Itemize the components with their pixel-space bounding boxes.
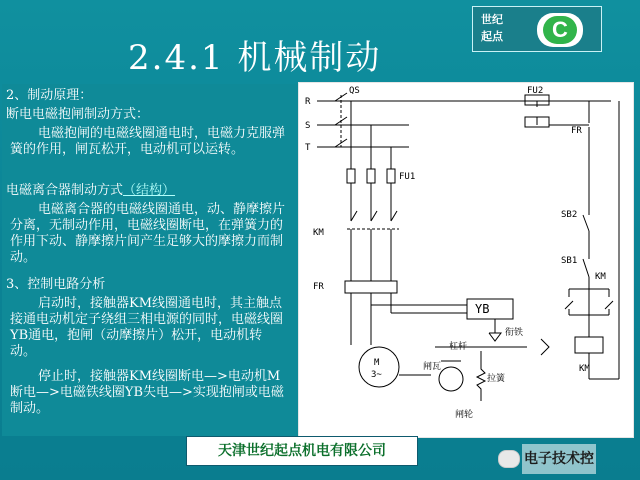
company-name: 天津世纪起点机电有限公司 [218, 443, 386, 459]
logo-line-2: 起点 [481, 30, 503, 43]
label-iron: 衔铁 [505, 328, 524, 338]
label-km-contact: KM [595, 272, 606, 282]
label-km-coil: KM [579, 364, 590, 374]
label-phase-r: R [305, 97, 311, 107]
subheading-power-off-brake: 断电电磁抱闸制动方式： [6, 107, 150, 122]
slide-title: 2.4.1 机械制动 [128, 38, 382, 78]
paragraph-stop: 停止时，接触器KM线圈断电—>电动机M断电—>电磁铁线圈YB失电—>实现抱闸或电磁制动。 [10, 369, 284, 416]
circuit-svg [299, 83, 633, 437]
label-km-main: KM [313, 228, 324, 238]
subheading-clutch-brake [6, 183, 294, 199]
label-wheel: 闸轮 [455, 410, 474, 420]
label-qs: QS [349, 86, 360, 96]
watermark [498, 444, 638, 474]
label-motor: M [374, 358, 380, 368]
label-fu2: FU2 [527, 86, 544, 96]
heading-principle: 2、制动原理： [6, 88, 93, 103]
paragraph-clutch-brake: 电磁离合器的电磁线圈通电，动、静摩擦片分离，无制动作用，电磁线圈断电，在弹簧力的作用下动、静摩擦片间产生足够大的摩擦力而制动。 [10, 202, 286, 265]
heading-control-circuit: 3、控制电路分析 [6, 277, 106, 292]
explanation-textbox [2, 84, 298, 436]
label-spring: 拉簧 [487, 374, 506, 384]
logo-text [481, 11, 503, 45]
label-lever: 杠杆 [449, 342, 468, 352]
label-fu1: FU1 [399, 172, 416, 182]
label-sb1: SB1 [561, 256, 578, 266]
label-fr-contact: FR [571, 126, 582, 136]
subheading-clutch-text: 电磁离合器制动方式 [6, 183, 124, 198]
footer-banner [186, 436, 418, 466]
label-shoe: 闸瓦 [423, 362, 442, 372]
label-phase-t: T [305, 143, 311, 153]
logo-badge-letter: C [543, 16, 577, 44]
logo-line-1: 世纪 [481, 13, 503, 26]
logo-badge [537, 13, 583, 47]
paragraph-start: 启动时，接触器KM线圈通电时，其主触点接通电动机定子绕组三相电源的同时，电磁线圈YB通电，抱闸（动摩擦片）松开，电动机转动。 [10, 296, 284, 359]
label-fr-thermal: FR [313, 282, 324, 292]
label-sb2: SB2 [561, 210, 578, 220]
label-yb: YB [475, 302, 490, 316]
label-phase-s: S [305, 121, 311, 131]
structure-link[interactable]: （结构） [123, 183, 176, 198]
company-logo [472, 6, 602, 52]
watermark-text: 电子技术控 [522, 444, 596, 474]
label-motor-sub: 3~ [371, 370, 382, 380]
wechat-icon [498, 450, 520, 468]
paragraph-power-off-brake: 电磁抱闸的电磁线圈通电时，电磁力克服弹簧的作用，闸瓦松开，电动机可以运转。 [10, 126, 286, 157]
circuit-diagram [298, 82, 634, 438]
